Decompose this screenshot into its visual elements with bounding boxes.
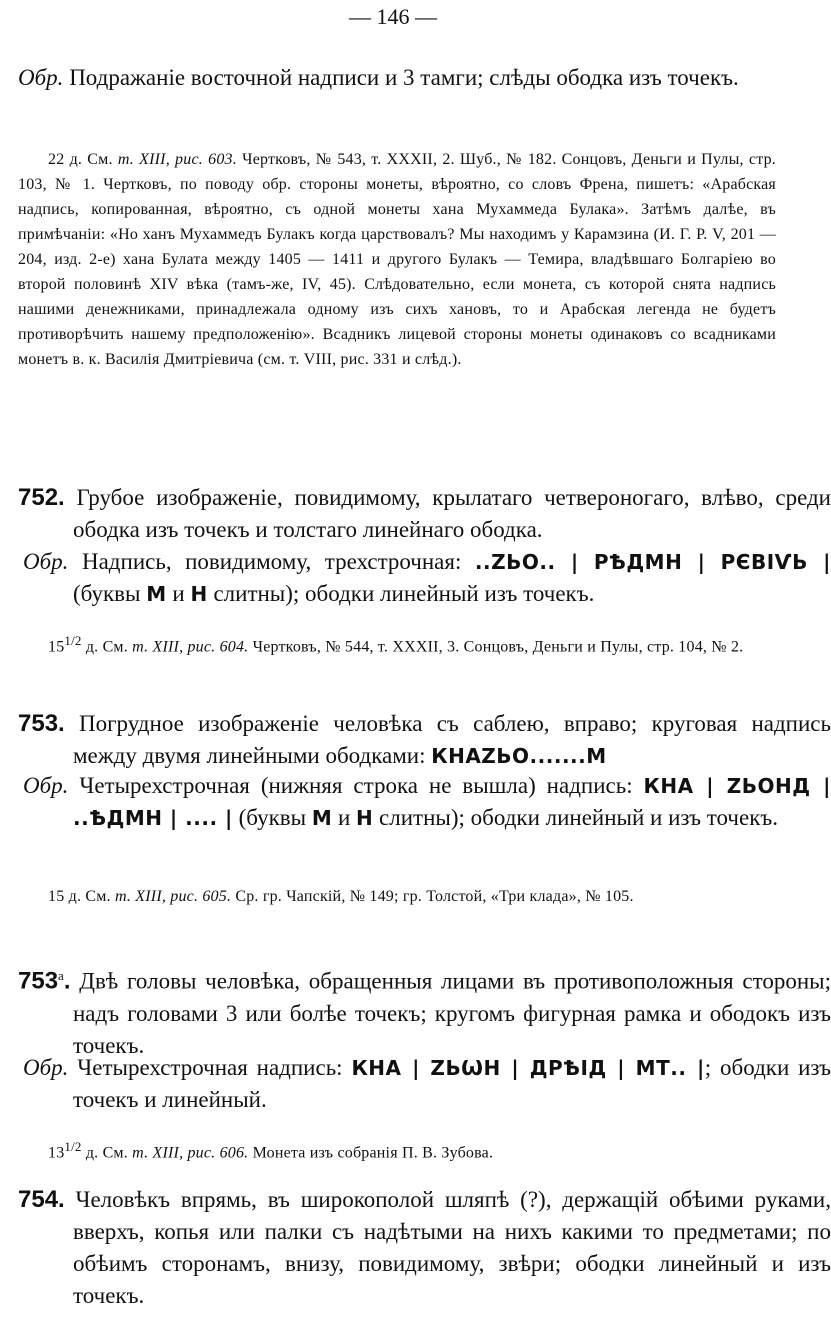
legend-text: КНА | ZЬѠН | ДРѢІД | МТ.. | xyxy=(351,1056,705,1080)
entry-753-obverse xyxy=(18,770,831,834)
entry-number-dot: . xyxy=(63,967,71,995)
obr-text-c: слитны); ободки линейный изъ точекъ. xyxy=(207,581,595,606)
entry-number-sup: а xyxy=(58,968,64,983)
note-text: Чертковъ, № 544, т. XXXII, 3. Сонцовъ, Деньги и Пулы, стр. 104, № 2. xyxy=(248,638,744,656)
reference-note xyxy=(18,147,776,372)
obr-text: Подражаніе восточной надписи и 3 тамги; слѣды ободка изъ точекъ. xyxy=(63,65,739,90)
note-ref: т. XIII, рис. 606. xyxy=(132,1144,249,1162)
entry-752 xyxy=(18,482,831,546)
entry-753 xyxy=(18,708,831,772)
legend-text: ..ZЬО.. | РѢДМН | РЄВІѴЬ | xyxy=(474,550,831,574)
obr-label: Обр. xyxy=(23,549,69,574)
obr-text-b: ; ободки изъ точекъ и линейный. xyxy=(73,1055,831,1112)
legend-text: КНАZЬО.......М xyxy=(431,744,607,768)
entry-number: 753. xyxy=(18,710,65,737)
obr-text-c: слитны); ободки линейный и изъ точекъ. xyxy=(373,805,779,830)
entry-753a xyxy=(18,960,831,1062)
note-prefix: 22 д. См. xyxy=(48,151,118,168)
note-ref: т. XIII, рис. 605. xyxy=(114,888,232,905)
obr-and: и xyxy=(332,805,357,830)
obr-text: Четырехстрочная надпись: xyxy=(68,1055,352,1080)
note-text: Монета изъ собранія П. В. Зубова. xyxy=(248,1144,494,1162)
note-ref: т. XIII, рис. 604. xyxy=(132,638,249,656)
letter-m: М xyxy=(146,582,167,606)
obr-text: Четырехстрочная (нижняя строка не вышла) надпись: xyxy=(68,773,644,798)
entry-754 xyxy=(18,1184,831,1312)
letter-n: Н xyxy=(190,582,208,606)
entry-753a-note xyxy=(18,1134,776,1165)
obr-text: Надпись, повидимому, трехстрочная: xyxy=(68,549,475,574)
entry-number: 754. xyxy=(18,1186,65,1213)
letter-n: Н xyxy=(356,806,374,830)
entry-text: Погрудное изображеніе человѣка съ саблею, вправо; круговая надпись между двумя линейными ободками: xyxy=(64,711,831,768)
entry-753a-obverse xyxy=(18,1052,831,1116)
top-obverse xyxy=(18,62,776,94)
entry-753-note xyxy=(18,884,776,909)
obr-text-b: (буквы xyxy=(73,581,147,606)
obr-label: Обр. xyxy=(23,1055,69,1080)
entry-text: Двѣ головы человѣка, обращенныя лицами въ противоположныя стороны; надъ головами 3 или болѣе точекъ; кругомъ фигурная рамка и ободокъ изъ точекъ. xyxy=(70,968,831,1058)
obr-and: и xyxy=(166,581,191,606)
note-ref: т. XIII, рис. 603. xyxy=(117,151,237,168)
entry-text: Грубое изображеніе, повидимому, крылатаго четвероногаго, влѣво, среди ободка изъ точекъ и толстаго линейнаго ободка. xyxy=(64,485,831,542)
note-fraction: 1/2 xyxy=(64,1139,82,1154)
entry-number: 753 xyxy=(18,967,59,995)
entry-752-note xyxy=(18,628,776,659)
entry-number: 752. xyxy=(18,484,65,511)
page-number: — 146 — xyxy=(349,4,437,29)
note-mid: д. См. xyxy=(81,638,133,656)
note-text: Чертковъ, № 543, т. XXXII, 2. Шуб., № 182. Сонцовъ, Деньги и Пулы, стр. 103, № 1. Чертковъ, по поводу обр. стороны монеты, вѣроятно, со словъ Френа, пишетъ: «Арабская надпись, копированная, вѣроятно, съ одной монеты хана Мухаммеда Булака». Затѣмъ далѣе, въ примѣчаніи: «Но ханъ Мухаммедъ Булакъ когда царствовалъ? Мы находимъ у Карамзина (И. Г. Р. V, 201 — 204, изд. 2-е) хана Булата между 1405 — 1411 и другого Булакъ — Темира, владѣвшаго Болгаріею во второй половинѣ XIV вѣка (тамъ-же, IV, 45). Слѣдовательно, если монета, съ которой снята надпись нашими денежниками, принадлежала одному изъ сихъ хановъ, то и Арабская легенда не будетъ противорѣчить нашему предположенію». Всадникъ лицевой стороны монеты одинаковъ со всадниками монетъ в. к. Василія Дмитріевича (см. т. VIII, рис. 331 и слѣд.). xyxy=(18,151,776,368)
note-prefix: 15 д. См. xyxy=(48,888,115,905)
entry-752-obverse xyxy=(18,546,831,610)
note-prefix: 15 xyxy=(48,638,65,656)
entry-text: Человѣкъ впрямь, въ широкополой шляпѣ (?), держащій обѣими руками, вверхъ, копья или палки съ надѣтыми на нихъ какими то предметами; по обѣимъ сторонамъ, внизу, повидимому, звѣри; ободки линейный и изъ точекъ. xyxy=(64,1187,831,1308)
note-text: Ср. гр. Чапскій, № 149; гр. Толстой, «Три клада», № 105. xyxy=(231,888,634,905)
obr-text-b: (буквы xyxy=(232,805,312,830)
letter-m: М xyxy=(311,806,333,830)
obr-label: Обр. xyxy=(23,773,69,798)
legend-text: КНА | ZЬОНД | ..ѢДМН | .... | xyxy=(73,774,831,830)
obr-label: Обр. xyxy=(18,65,64,90)
note-mid: д. См. xyxy=(81,1144,133,1162)
note-fraction: 1/2 xyxy=(64,633,82,648)
note-prefix: 13 xyxy=(48,1144,65,1162)
